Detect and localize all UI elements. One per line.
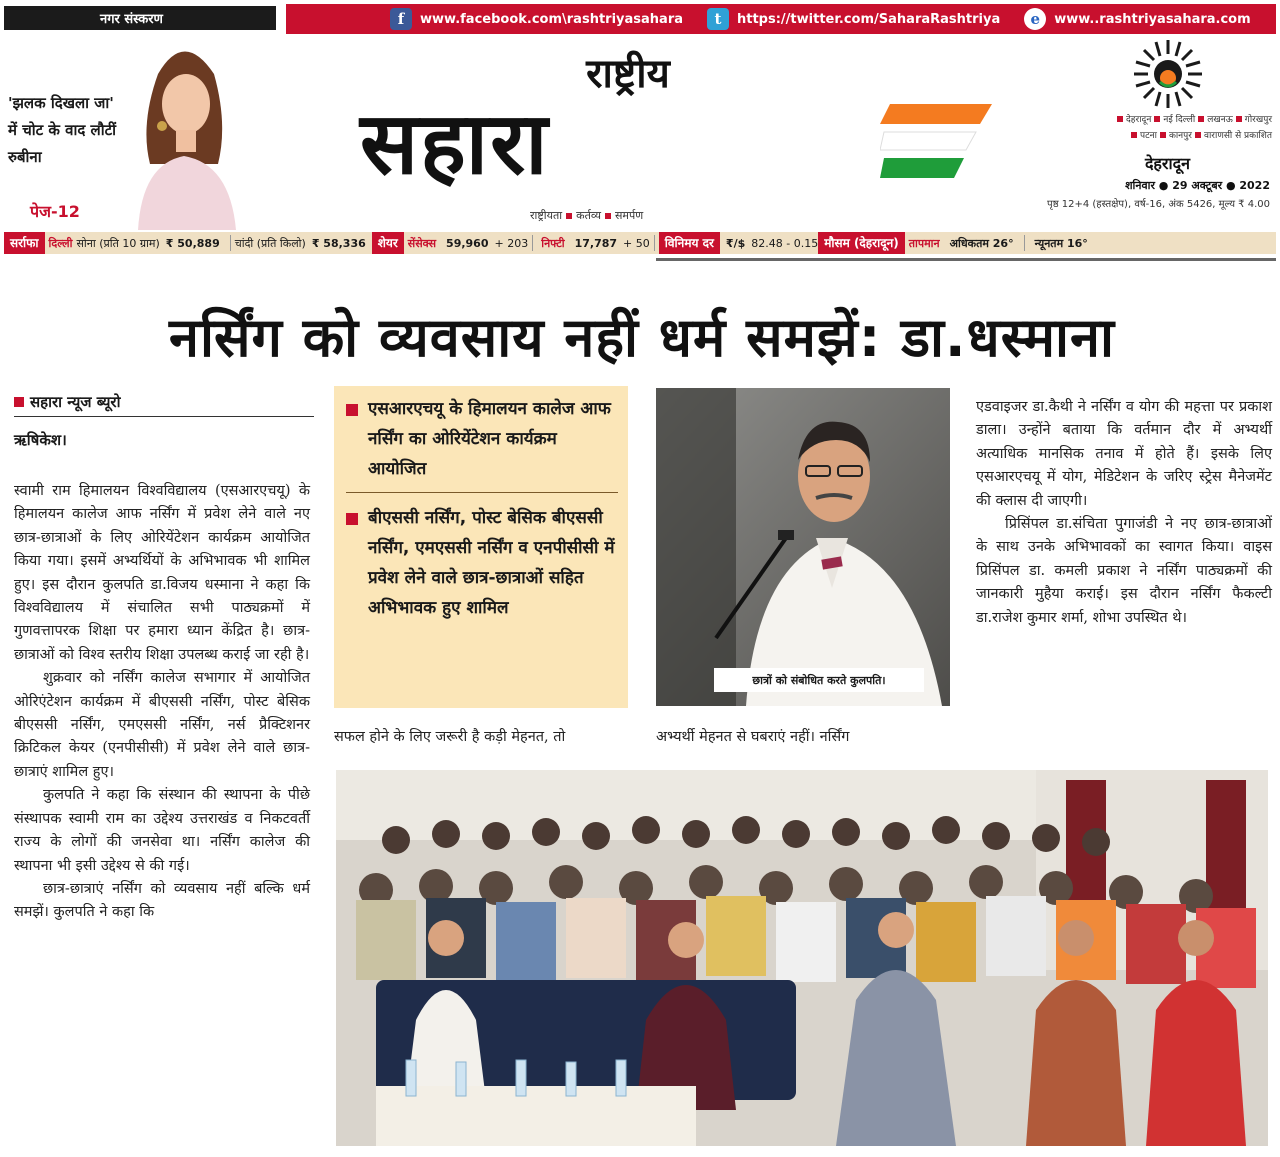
ticker-gold-value: ₹ 50,889 [165,236,220,250]
city-2: नई दिल्ली [1163,115,1196,125]
paragraph: अभ्यर्थी मेहनत से घबराएं नहीं। नर्सिंग [656,729,850,745]
ticker-gold: सोना (प्रति 10 ग्राम) [76,236,160,250]
sun-emblem-icon [1132,38,1204,110]
divider [656,258,1276,261]
byline-text: सहारा न्यूज ब्यूरो [30,393,121,411]
issue-date: शनिवार ● 29 अक्टूबर ● 2022 [1125,179,1270,192]
city-6: कानपुर [1168,131,1192,141]
ticker-min: न्यूनतम 16° [1034,236,1088,250]
article-column-1 [14,480,310,925]
highlights-box [334,386,628,708]
ticker-rs-dollar: ₹/$ [725,236,746,250]
paragraph: एडवाइजर डा.कैथी ने नर्सिंग व योग की महत्ता पर प्रकाश डाला। उन्होंने बताया कि वर्तमान दौर में अभ्यर्थी अत्याधिक मानसिक तनाव में होते हैं। इसके लिए एसआरएचयू में योग, मेडिटेशन के जरिए स्ट्रेस मैनेजमेंट की क्लास दी जाएगी। [976,399,1272,509]
highlight-item [346,503,618,623]
paragraph: शुक्रवार को नर्सिंग कालेज सभागार में आयोजित ओरिएंटेशन कार्यक्रम में बीएससी नर्सिंग, पोस्ट बेसिक बीएससी नर्सिंग, एमएससी नर्सिंग, नर्स प्रैक्टिशनर क्रिटिकल केयर (एनपीसीसी) में प्रवेश लेने वाले छात्र-छात्राएं शामिल हुए। [14,670,310,780]
photo-caption: छात्रों को संबोधित करते कुलपति। [714,668,924,692]
teaser-text[interactable]: 'झलक दिखला जा' में चोट के वाद लौटीं रुबीना [8,94,117,166]
motto-1: राष्ट्रीयता [530,209,563,222]
city-5: पटना [1139,131,1157,141]
ticker-sarafa: सर्राफा [4,232,45,254]
bullet-icon [346,513,358,525]
web-icon: e [1024,8,1046,30]
teaser-portrait [118,34,250,230]
paragraph: सफल होने के लिए जरूरी है कड़ी मेहनत, तो [334,729,566,745]
social-bar [286,4,1276,34]
ticker-sensex: सेंसेक्स [407,236,437,250]
paragraph: कुलपति ने कहा कि संस्थान की स्थापना के पीछे संस्थापक स्वामी राम का उद्देश्य उत्तराखंड व निकटवर्ती राज्य के लोगों की जनसेवा था। नर्सिंग कालेज की स्थापना भी इसी उद्देश्य से की गई। [14,787,310,874]
city-1: देहरादून [1125,115,1152,125]
date-date: 29 अक्टूबर [1172,179,1223,192]
ticker-sensex-change: + 203 [494,236,529,250]
ticker-delhi: दिल्ली [48,236,73,250]
speaker-photo[interactable] [656,388,950,706]
ticker-exchange: विनिमय दर [659,232,720,254]
tricolor-flag-icon [880,100,992,184]
edition-details: पृष्ठ 12+4 (हस्तक्षेप), वर्ष-16, अंक 5426, मूल्य ₹ 4.00 [1047,199,1270,210]
date-day: शनिवार [1125,179,1155,192]
article-column-4 [976,396,1272,630]
masthead-motto [530,208,643,223]
highlight-text: एसआरएचयू के हिमालयन कालेज आफ नर्सिंग का ओरियेंटेशन कार्यक्रम आयोजित [368,399,611,479]
ticker-temp: तापमान [908,236,940,250]
highlight-item [346,394,618,484]
edition-label: नगर संस्करण [4,6,276,30]
ticker-nifty: निफ्टी [541,236,565,250]
ticker-nifty-value: 17,787 [574,236,618,250]
ticker-silver-value: ₹ 58,336 [311,236,366,250]
publishing-cities [1060,112,1272,144]
paragraph: छात्र-छात्राएं नर्सिंग को व्यवसाय नहीं बल्कि धर्म समझें। कुलपति ने कहा कि [14,880,310,921]
teaser-page: पेज-12 [30,202,80,221]
article-column-2 [334,726,630,749]
edition-city: देहरादून [1144,154,1190,173]
masthead-title: सहारा [360,93,550,194]
twitter-link[interactable]: https://twitter.com/SaharaRashtriya [737,11,1001,27]
article-headline: नर्सिंग को व्यवसाय नहीं धर्म समझें: डा.धस्माना [169,306,1115,369]
twitter-icon: t [707,8,729,30]
facebook-link[interactable]: www.facebook.com\rashtriyasahara [420,11,683,27]
ticker-nifty-change: + 50 [623,236,650,250]
dateline: ऋषिकेश। [14,431,67,449]
bullet-icon [346,404,358,416]
highlight-text: बीएससी नर्सिंग, पोस्ट बेसिक बीएससी नर्सिंग, एमएससी नर्सिंग व एनपीसीसी में प्रवेश लेने वाले छात्र-छात्राओं सहित अभिभावक हुए शामिल [368,508,615,618]
audience-photo[interactable] [336,770,1268,1146]
city-3: लखनऊ [1207,115,1233,125]
ticker-rate: 82.48 - 0.15 [751,236,819,250]
date-year: 2022 [1239,179,1270,192]
ticker-weather: मौसम (देहरादून) [818,232,905,254]
motto-3: समर्पण [615,209,644,222]
motto-2: कर्तव्य [576,209,601,222]
market-ticker [4,232,1276,254]
ticker-max: अधिकतम 26° [949,236,1014,250]
masthead-top: राष्ट्रीय [586,50,670,97]
ticker-sensex-value: 59,960 [446,236,489,250]
byline [14,392,314,417]
ticker-share: शेयर [372,232,404,254]
article-column-3 [656,726,952,749]
ticker-silver: चांदी (प्रति किलो) [234,236,306,250]
paragraph: प्रिसिंपल डा.संचिता पुगाजंडी ने नए छात्र-छात्राओं के साथ उनके अभिभावकों का स्वागत किया। वाइस प्रिसिंपल डा. कमली प्रकाश ने नर्सिंग पाठ्यक्रमों की जानकारी मुहैया कराई। इस दौरान नर्सिंग फैकल्टी डा.राजेश कुमार शर्मा, शोभा उपस्थित थे। [976,516,1272,626]
website-link[interactable]: www..rashtriyasahara.com [1054,11,1251,27]
city-4: गोरखपुर [1244,115,1272,125]
city-7: वाराणसी से प्रकाशित [1203,131,1272,141]
facebook-icon: f [390,8,412,30]
paragraph: स्वामी राम हिमालयन विश्वविद्यालय (एसआरएचयू) के हिमालयन कालेज आफ नर्सिंग में प्रवेश लेने वाले नए छात्र-छात्राओं के लिए ओरियेंटेशन कार्यक्रम आयोजित किया गया। इसमें अभ्यर्थियों के अभिभावक भी शामिल हुए। इस दौरान कुलपति डा.विजय धस्माना ने कहा कि विश्वविद्यालय में संचालित सभी पाठ्यक्रमों में गुणवत्तापरक शिक्षा पर हमारा ध्यान केंद्रित है। छात्र-छात्राओं को विश्व स्तरीय शिक्षा उपलब्ध कराई जा रही है। [14,483,310,663]
